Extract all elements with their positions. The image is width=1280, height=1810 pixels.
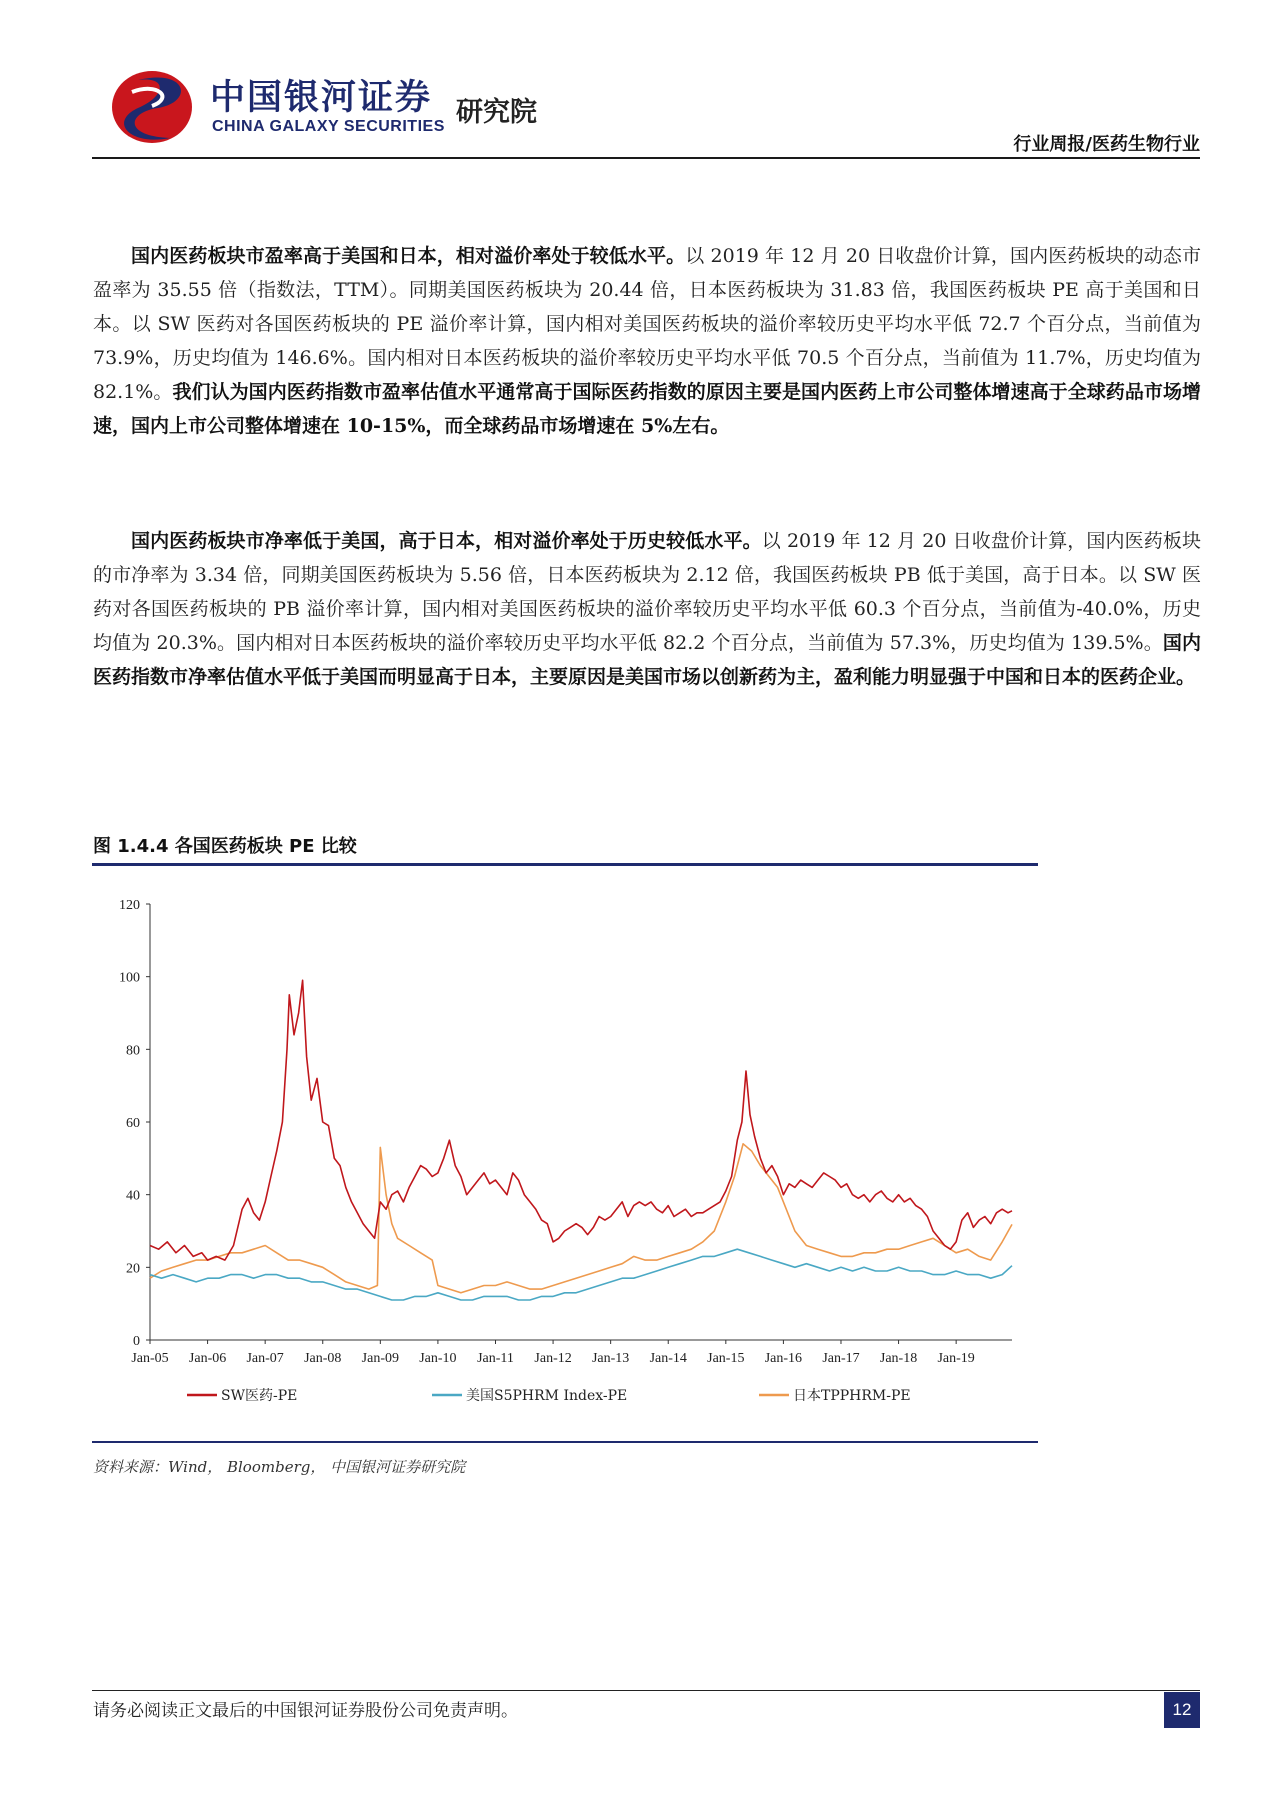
x-tick-label: Jan-05 — [131, 1351, 169, 1366]
x-tick-label: Jan-10 — [419, 1351, 457, 1366]
institute-name: 研究院 — [456, 97, 537, 128]
series-line-1 — [150, 1249, 1012, 1300]
y-tick-label: 0 — [133, 1334, 140, 1349]
y-tick-label: 60 — [126, 1116, 140, 1131]
company-name-en: CHINA GALAXY SECURITIES — [212, 118, 445, 135]
x-tick-label: Jan-15 — [707, 1351, 745, 1366]
x-tick-label: Jan-11 — [477, 1351, 514, 1366]
figure-title: 图 1.4.4 各国医药板块 PE 比较 — [93, 836, 357, 857]
paragraph-pb-body: 以 2019 年 12 月 20 日收盘价计算，国内医药板块的市净率为 3.34 倍，同期美国医药板块为 5.56 倍，日本医药板块为 2.12 倍，我国医药板块 PB 低于美国，高于日本。以 SW 医药对各国医药板块的 PB 溢价率计算，国内相对美国医药板块的溢价率较历史平均水平低 60.3 个百分点，当前值为-40.0%，历史均值为 20.3%。国内相对日本医药板块的溢价率较历史平均水平低 82.2 个百分点，当前值为 57.3%，历史均值为 139.5%。 — [93, 530, 1201, 654]
figure-bottom-rule — [92, 1441, 1038, 1443]
figure-top-rule — [92, 863, 1038, 866]
footer-divider — [92, 1690, 1200, 1691]
x-tick-label: Jan-14 — [649, 1351, 687, 1366]
y-tick-label: 20 — [126, 1261, 140, 1277]
figure-source: 资料来源：Wind， Bloomberg， 中国银河证券研究院 — [93, 1458, 466, 1476]
paragraph-pe — [93, 239, 1201, 443]
pe-comparison-chart — [92, 876, 1038, 1441]
y-tick-label: 100 — [119, 970, 140, 986]
y-tick-label: 40 — [126, 1188, 140, 1204]
y-tick-label: 120 — [119, 898, 140, 913]
paragraph-pb-conclusion: 国内医药指数市净率估值水平低于美国而明显高于日本，主要原因是美国市场以创新药为主，盈利能力明显强于中国和日本的医药企业。 — [93, 632, 1201, 688]
footer-disclaimer: 请务必阅读正文最后的中国银河证券股份公司免责声明。 — [93, 1701, 518, 1721]
paragraph-pe-lead: 国内医药板块市盈率高于美国和日本，相对溢价率处于较低水平。 — [131, 245, 686, 267]
x-tick-label: Jan-17 — [822, 1351, 860, 1366]
x-tick-label: Jan-09 — [361, 1351, 399, 1366]
paragraph-pe-body: 以 2019 年 12 月 20 日收盘价计算，国内医药板块的动态市盈率为 35.55 倍（指数法，TTM）。同期美国医药板块为 20.44 倍，日本医药板块为 31.83 倍，我国医药板块 PE 高于美国和日本。以 SW 医药对各国医药板块的 PE 溢价率计算，国内相对美国医药板块的溢价率较历史平均水平低 72.7 个百分点，当前值为 73.9%，历史均值为 146.6%。国内相对日本医药板块的溢价率较历史平均水平低 70.5 个百分点，当前值为 11.7%，历史均值为 82.1%。 — [93, 245, 1201, 403]
legend-label-2: 日本TPPHRM-PE — [793, 1388, 911, 1404]
paragraph-pe-conclusion: 我们认为国内医药指数市盈率估值水平通常高于国际医药指数的原因主要是国内医药上市公司整体增速高于全球药品市场增速，国内上市公司整体增速在 10-15%，而全球药品市场增速在 5%左右。 — [93, 381, 1202, 437]
company-name-cn: 中国银河证券 — [210, 78, 433, 118]
x-tick-label: Jan-08 — [304, 1351, 342, 1366]
x-tick-label: Jan-13 — [591, 1351, 630, 1366]
page-number: 12 — [1164, 1692, 1200, 1728]
legend-label-1: 美国S5PHRM Index-PE — [466, 1388, 628, 1404]
header-divider — [92, 157, 1200, 159]
x-tick-label: Jan-18 — [879, 1351, 918, 1366]
x-tick-label: Jan-07 — [246, 1351, 284, 1366]
y-tick-label: 80 — [126, 1043, 140, 1059]
report-type: 行业周报/医药生物行业 — [1013, 134, 1200, 155]
paragraph-pb-lead: 国内医药板块市净率低于美国，高于日本，相对溢价率处于历史较低水平。 — [131, 530, 762, 552]
company-logo — [108, 62, 708, 152]
series-line-0 — [150, 980, 1012, 1260]
legend-label-0: SW医药-PE — [221, 1388, 298, 1404]
x-tick-label: Jan-19 — [937, 1351, 975, 1366]
x-tick-label: Jan-12 — [534, 1351, 572, 1366]
galaxy-logo-icon — [108, 62, 200, 152]
x-tick-label: Jan-16 — [764, 1351, 803, 1366]
paragraph-pb — [93, 524, 1201, 694]
x-tick-label: Jan-06 — [188, 1351, 227, 1366]
